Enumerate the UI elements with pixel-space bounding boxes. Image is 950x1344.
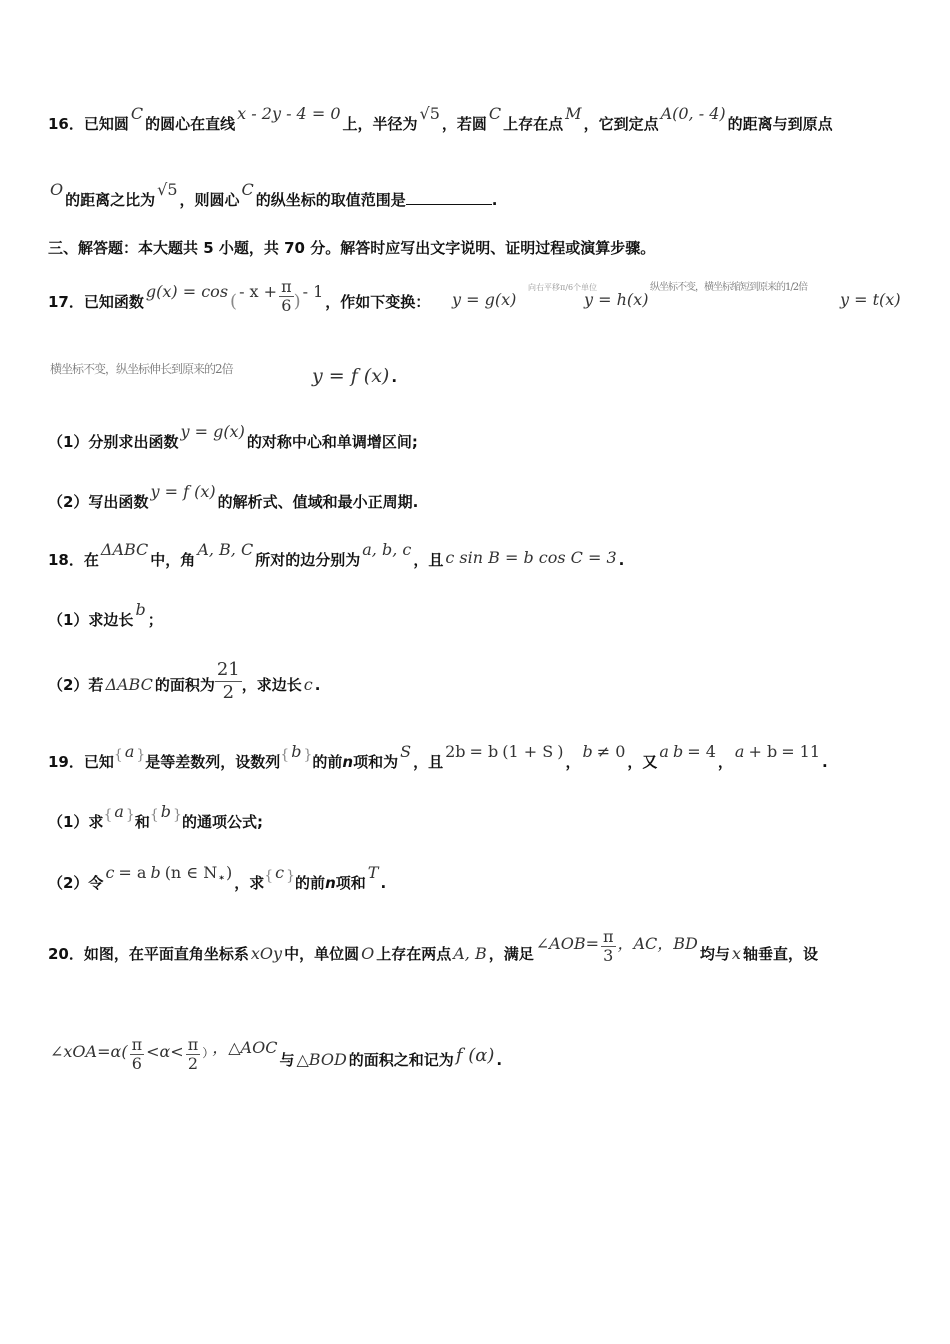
q18-text: . — [314, 676, 321, 694]
math-x: x — [731, 944, 741, 963]
q16-line1 — [48, 104, 833, 136]
math-fraction-pi-2 — [186, 1036, 201, 1073]
q16-text: . — [491, 191, 498, 209]
q18-text: . — [618, 551, 625, 569]
q16-text: 的距离之比为 — [65, 191, 156, 209]
math-angle-AOB: ∠AOB= — [535, 934, 599, 953]
q17-text: 已知函数 — [83, 293, 144, 311]
q19-line1: 19．已知{ a }是等差数列，设数列{ b }的前n项和为S，且2b = b (1 + S )，b ≠ 0，又a b = 4，a + b = 11. — [48, 742, 828, 771]
fraction-denominator: 2 — [222, 682, 235, 703]
math-c: c — [275, 863, 285, 882]
math-O: O — [361, 944, 375, 963]
q16-text: ，若圆 — [441, 115, 487, 133]
math-eq1: 2b — [445, 742, 466, 761]
math-a: a — [114, 802, 124, 821]
math-eq1d: ) — [557, 742, 564, 761]
left-paren-icon: ( — [230, 291, 238, 312]
fraction-denominator: 6 — [281, 296, 292, 315]
q17-part2-label: （2）写出函数 — [48, 493, 149, 511]
q18-line1 — [48, 540, 625, 572]
math-eq4: a — [734, 742, 745, 761]
q20-text: 轴垂直，设 — [742, 945, 818, 963]
math-inner: - x + — [239, 282, 278, 301]
q19-text: ， — [565, 753, 581, 771]
math-c: c — [105, 863, 115, 882]
q17-text: . — [391, 368, 398, 386]
math-line-equation: x - 2y - 4 = 0 — [237, 104, 341, 123]
q20-line1 — [48, 927, 818, 974]
fraction-numerator: 21 — [216, 659, 240, 680]
q19-text: ，求 — [234, 874, 265, 892]
math-eq: = a — [118, 863, 147, 882]
math-T: T — [367, 863, 379, 882]
math-C: C — [241, 180, 254, 199]
q18-text: ； — [147, 611, 163, 629]
q18-part1-label: （1）求边长 — [48, 611, 134, 629]
q16-text: 的圆心在直线 — [145, 115, 236, 133]
math-a: a — [124, 742, 135, 761]
q20-line2 — [48, 1035, 503, 1081]
q18-part2-label: （2）若 — [48, 676, 104, 694]
math-f-alpha: f (α) — [455, 1045, 495, 1066]
q16-text: 上存在点 — [503, 115, 564, 133]
step2-label: 纵坐标不变，横坐标缩短到原来的1/2倍 — [650, 282, 808, 293]
math-eq3c: = 4 — [687, 742, 716, 761]
math-triangle: ΔABC — [105, 675, 153, 694]
q18-text: ，求边长 — [241, 676, 302, 694]
math-paren: ） — [202, 1046, 209, 1060]
math-equation: c sin B = b cos C = 3 — [445, 548, 617, 567]
q17-text: ，作如下变换： — [325, 293, 431, 311]
q16-text: 的纵坐标的取值范围是 — [255, 191, 406, 209]
step3-label: 横坐标不变，纵坐标伸长到原来的2倍 — [50, 362, 233, 376]
q19-part2-label: （2）令 — [48, 874, 104, 892]
math-n: n — [325, 874, 336, 892]
q19-text: ，又 — [627, 753, 658, 771]
answer-blank — [406, 190, 492, 205]
q16-number: 16． — [48, 115, 84, 133]
q20-text: . — [496, 1051, 503, 1069]
math-eq3b: b — [672, 742, 684, 761]
q17-text: 的对称中心和单调增区间; — [246, 433, 418, 451]
q20-text: ，满足 — [488, 945, 534, 963]
math-condition-end: ) — [225, 863, 233, 882]
fraction-numerator: π — [281, 277, 292, 296]
q17-chain-f — [310, 364, 397, 389]
math-b: b — [291, 742, 302, 761]
q20-text: 的面积之和记为 — [348, 1051, 454, 1069]
fraction-numerator: π — [187, 1035, 199, 1054]
q17-line1 — [48, 277, 431, 321]
q19-part2: （2）令c = a b (n ∈ N * )，求{ c }的前n项和T. — [48, 863, 387, 892]
math-y-g: y = g(x) — [452, 290, 517, 309]
math-b: b — [135, 600, 146, 619]
math-sides: a, b, c — [362, 540, 412, 559]
q20-text: 上存在两点 — [376, 945, 452, 963]
math-point-A: A(0, - 4) — [660, 104, 726, 123]
q17-chain-h — [582, 288, 650, 312]
math-eq4c: = 11 — [781, 742, 821, 761]
math-eq4b: + b — [748, 742, 778, 761]
right-paren-icon: ) — [293, 291, 301, 312]
q17-chain-t — [838, 288, 903, 312]
math-eq2: b — [582, 742, 593, 761]
q18-number: 18． — [48, 551, 84, 569]
q19-text: 是等差数列，设数列 — [145, 753, 281, 771]
q19-text: 的通项公式; — [181, 813, 263, 831]
q18-part1 — [48, 600, 163, 632]
q18-text: 中，角 — [150, 551, 196, 569]
math-c: c — [303, 675, 313, 694]
math-C: C — [130, 104, 144, 123]
fraction-denominator: 3 — [603, 946, 614, 965]
math-g-definition: g(x) = cos — [145, 282, 229, 301]
math-angle-xOA: ∠xOA=α( — [50, 1042, 128, 1061]
math-C: C — [488, 104, 502, 123]
math-AB: A, B — [453, 944, 487, 963]
math-tail: - 1 — [302, 282, 324, 301]
q18-part2 — [48, 660, 320, 710]
math-sqrt5: √5 — [419, 104, 440, 123]
q19-text: 和 — [134, 813, 150, 831]
fraction-denominator: 6 — [131, 1054, 142, 1073]
math-y-f: y = f (x) — [312, 365, 390, 387]
q19-text: ， — [717, 753, 733, 771]
q19-text: . — [380, 874, 387, 892]
q17-number: 17． — [48, 293, 84, 311]
math-eq1c: (1 + S — [502, 742, 554, 761]
q19-text: . — [822, 753, 828, 771]
math-sqrt5: √5 — [157, 180, 178, 199]
section-heading: 三、解答题：本大题共 5 小题，共 70 分。解答时应写出文字说明、证明过程或演算步骤。 — [48, 239, 656, 257]
math-fraction-pi-6 — [130, 1036, 145, 1073]
q17-chain — [450, 288, 518, 312]
math-n: n — [342, 753, 354, 771]
q20-text: 如图，在平面直角坐标系 — [83, 945, 249, 963]
fraction-numerator: π — [131, 1035, 143, 1054]
math-fraction-21-2 — [215, 659, 242, 704]
q18-text: 在 — [83, 551, 99, 569]
math-b: b — [160, 802, 172, 821]
math-eq3: a — [659, 742, 669, 761]
q17-part2 — [48, 482, 419, 514]
math-fraction-pi-3 — [601, 928, 616, 965]
q18-text: 所对的边分别为 — [255, 551, 361, 569]
q19-text: 的前 — [295, 874, 326, 892]
math-triangle-BOD: △BOD — [296, 1050, 347, 1069]
math-y-f: y = f (x) — [150, 482, 216, 501]
q16-text: ，则圆心 — [179, 191, 240, 209]
math-y-t: y = t(x) — [840, 290, 901, 309]
math-eq2b: ≠ 0 — [596, 742, 626, 761]
q18-text: 的面积为 — [154, 676, 215, 694]
math-AC-BD: ，AC，BD — [617, 934, 698, 953]
math-y-h: y = h(x) — [584, 290, 649, 309]
math-y-g: y = g(x) — [180, 422, 245, 441]
math-star: * — [219, 875, 224, 885]
q19-number: 19． — [48, 753, 84, 771]
fraction-numerator: π — [602, 927, 614, 946]
q16-text: 已知圆 — [83, 115, 129, 133]
q17-part1 — [48, 422, 418, 454]
math-O: O — [50, 180, 64, 199]
q19-text: 的前 — [312, 753, 343, 771]
math-b: b — [150, 863, 161, 882]
math-condition: (n ∈ N — [164, 863, 218, 882]
math-S: S — [400, 742, 412, 761]
q17-text: 的解析式、值域和最小正周期. — [217, 493, 419, 511]
math-xOy: xOy — [250, 944, 283, 963]
math-triangle-AOC: ，△AOC — [212, 1038, 278, 1057]
q19-text: 项和 — [335, 874, 366, 892]
q16-line2 — [48, 180, 498, 212]
q18-text: ，且 — [413, 551, 444, 569]
q20-text: 均与 — [699, 945, 730, 963]
math-triangle: ΔABC — [100, 540, 149, 559]
math-fraction — [279, 278, 294, 315]
q16-text: ，它到定点 — [583, 115, 659, 133]
math-angles: A, B, C — [197, 540, 254, 559]
step1-label: 向右平移π/6个单位 — [528, 283, 598, 292]
q20-text: 与 — [279, 1051, 295, 1069]
q19-text: ，且 — [413, 753, 444, 771]
math-M: M — [565, 104, 582, 123]
math-eq1b: = b — [469, 742, 499, 761]
q19-text: 项和为 — [353, 753, 399, 771]
q17-part1-label: （1）分别求出函数 — [48, 433, 179, 451]
q19-part1: （1）求{ a }和{ b }的通项公式; — [48, 802, 263, 831]
q16-text: 上，半径为 — [342, 115, 418, 133]
fraction-denominator: 2 — [187, 1054, 199, 1073]
q20-number: 20． — [48, 945, 84, 963]
q20-text: 中，单位圆 — [284, 945, 360, 963]
q19-part1-label: （1）求 — [48, 813, 104, 831]
q16-text: 的距离与到原点 — [727, 115, 833, 133]
math-inequality: <α< — [146, 1042, 184, 1061]
q19-text: 已知 — [83, 753, 114, 771]
